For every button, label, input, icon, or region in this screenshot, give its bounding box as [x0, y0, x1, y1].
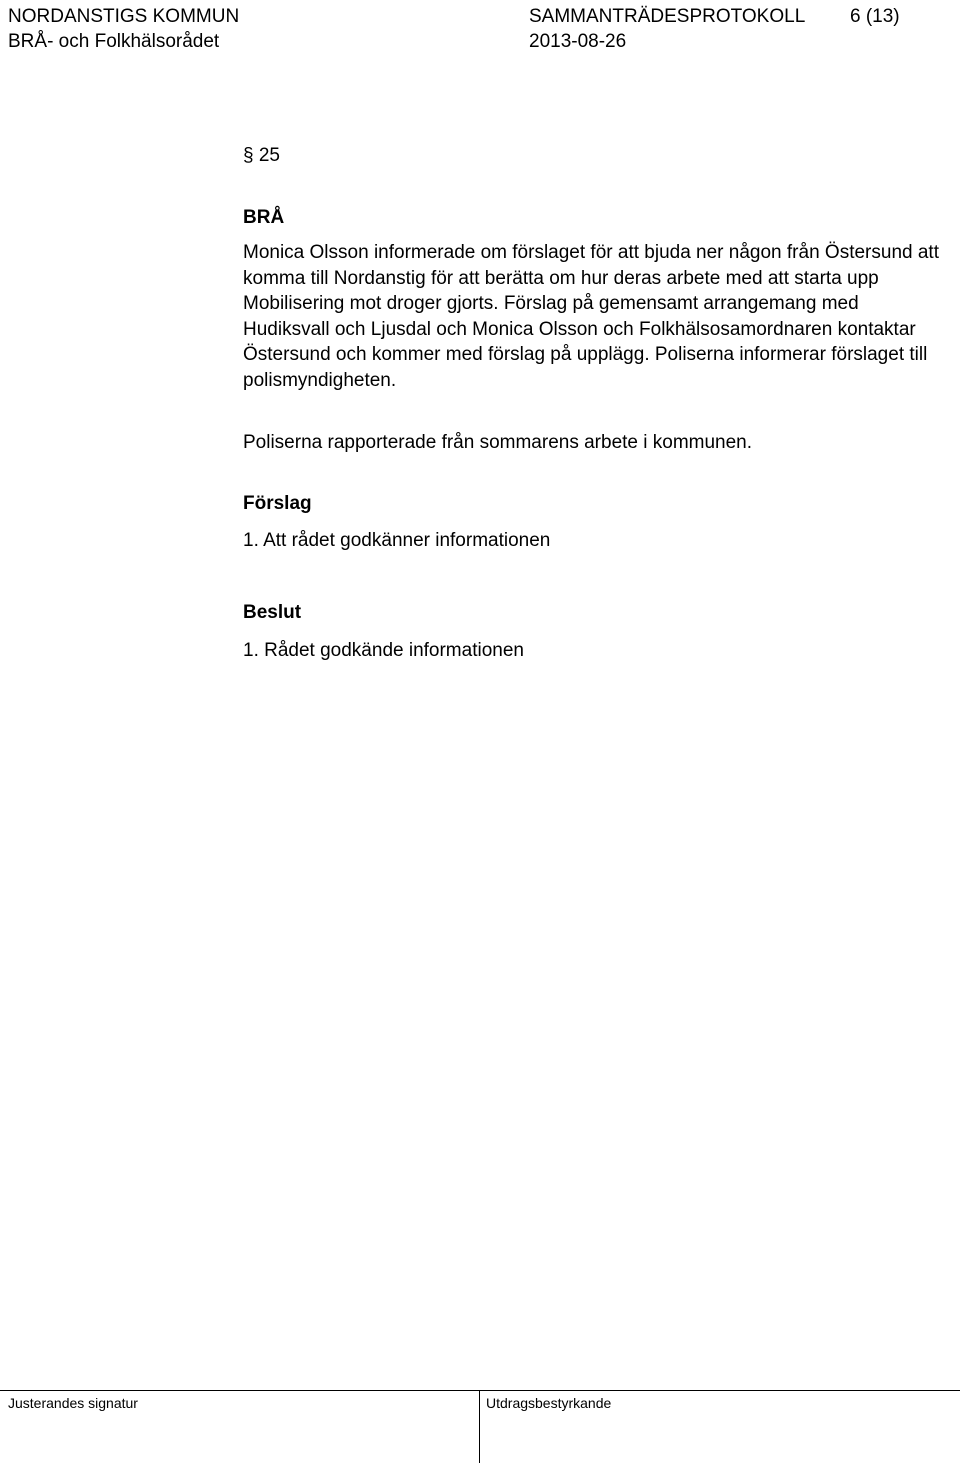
council-name: BRÅ- och Folkhälsorådet [8, 31, 220, 52]
document-type: SAMMANTRÄDESPROTOKOLL [529, 6, 806, 27]
meeting-date: 2013-08-26 [529, 31, 627, 52]
decision-heading: Beslut [243, 602, 302, 623]
proposal-heading: Förslag [243, 493, 312, 514]
page-number: 6 (13) [850, 6, 900, 27]
section-paragraph-1: Monica Olsson informerade om förslaget för att bjuda ner någon från Östersund att komma till Nordanstig för att berätta om hur deras arbete med att starta upp Mobilisering mot droger gjorts. Förslag på gemensamt arrangemang med Hudiksvall och Ljusdal och Monica Olsson och Folkhälsosamordnaren kontaktar Östersund och kommer med förslag på upplägg. Poliserna informerar förslaget till polismyndigheten. [243, 242, 939, 391]
decision-item: 1. Rådet godkände informationen [243, 640, 524, 661]
organization-name: NORDANSTIGS KOMMUN [8, 6, 240, 27]
certification-label: Utdragsbestyrkande [486, 1395, 612, 1411]
section-number: § 25 [243, 145, 280, 166]
section-paragraph-2: Poliserna rapporterade från sommarens arbete i kommunen. [243, 432, 753, 453]
signature-label: Justerandes signatur [8, 1395, 138, 1411]
proposal-item: 1. Att rådet godkänner informationen [243, 530, 551, 551]
section-title: BRÅ [243, 207, 285, 228]
footer-divider [479, 1390, 480, 1463]
footer-rule [0, 1390, 960, 1391]
